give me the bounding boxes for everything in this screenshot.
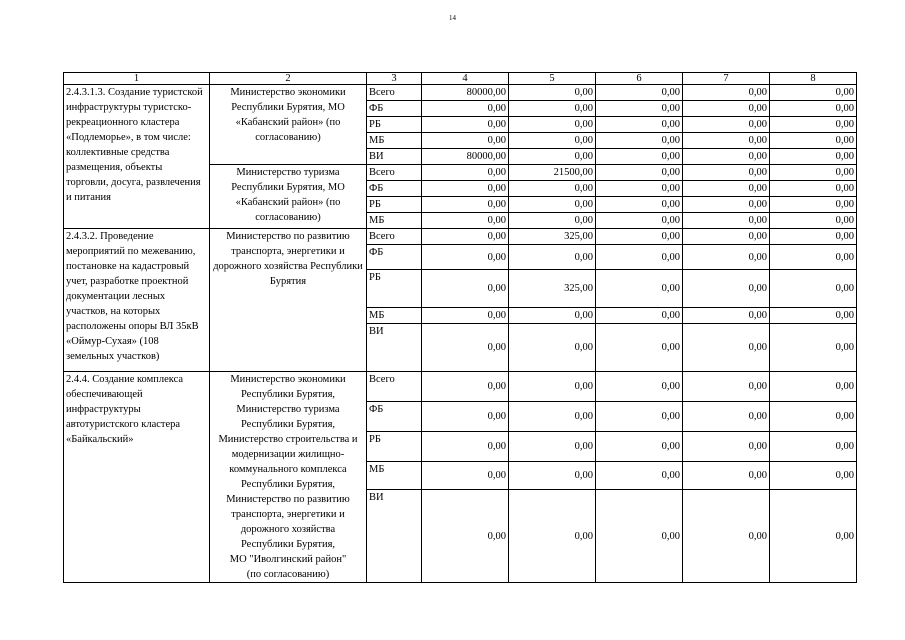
value-cell: 0,00 bbox=[509, 461, 596, 490]
value-cell: 0,00 bbox=[683, 181, 770, 197]
value-cell: 0,00 bbox=[770, 133, 857, 149]
value-cell: 21500,00 bbox=[509, 165, 596, 181]
executor-line: Министерство по развитию bbox=[226, 494, 350, 505]
funding-source: Всего bbox=[367, 372, 422, 402]
value-cell: 325,00 bbox=[509, 229, 596, 245]
value-cell: 0,00 bbox=[770, 372, 857, 402]
value-cell: 0,00 bbox=[683, 133, 770, 149]
value-cell: 0,00 bbox=[596, 308, 683, 324]
value-cell: 0,00 bbox=[509, 101, 596, 117]
value-cell: 0,00 bbox=[422, 490, 509, 583]
value-cell: 0,00 bbox=[422, 181, 509, 197]
column-number: 1 bbox=[64, 73, 210, 85]
value-cell: 0,00 bbox=[596, 324, 683, 372]
value-cell: 0,00 bbox=[422, 324, 509, 372]
value-cell: 0,00 bbox=[509, 213, 596, 229]
funding-source: МБ bbox=[367, 461, 422, 490]
measure-description: 2.4.4. Создание комплекса обеспечивающей инфраструктуры автотуристского кластера «Байкальский» bbox=[64, 372, 210, 583]
value-cell: 0,00 bbox=[683, 372, 770, 402]
value-cell: 0,00 bbox=[509, 401, 596, 431]
value-cell: 0,00 bbox=[596, 431, 683, 461]
funding-source: ВИ bbox=[367, 490, 422, 583]
value-cell: 0,00 bbox=[770, 197, 857, 213]
value-cell: 0,00 bbox=[770, 101, 857, 117]
funding-source: ФБ bbox=[367, 245, 422, 270]
value-cell: 0,00 bbox=[683, 461, 770, 490]
value-cell: 0,00 bbox=[596, 85, 683, 101]
funding-source: МБ bbox=[367, 308, 422, 324]
executor-line: транспорта, энергетики и bbox=[231, 509, 345, 520]
value-cell: 0,00 bbox=[770, 213, 857, 229]
value-cell: 0,00 bbox=[596, 165, 683, 181]
executor-line: Республики Бурятия, bbox=[240, 539, 336, 550]
executor-line: Республики Бурятия, bbox=[240, 479, 336, 490]
value-cell: 0,00 bbox=[596, 245, 683, 270]
page-number: 14 bbox=[449, 14, 456, 22]
value-cell: 0,00 bbox=[683, 431, 770, 461]
value-cell: 0,00 bbox=[422, 372, 509, 402]
funding-source: МБ bbox=[367, 133, 422, 149]
value-cell: 0,00 bbox=[596, 401, 683, 431]
funding-source: ФБ bbox=[367, 181, 422, 197]
executor-cell: Министерство туризма Республики Бурятия, МО «Кабанский район» (по согласованию) bbox=[210, 165, 367, 229]
funding-source: МБ bbox=[367, 213, 422, 229]
value-cell: 0,00 bbox=[422, 133, 509, 149]
executor-line: Республики Бурятия, bbox=[240, 389, 336, 400]
value-cell: 0,00 bbox=[683, 401, 770, 431]
value-cell: 0,00 bbox=[422, 101, 509, 117]
value-cell: 0,00 bbox=[683, 324, 770, 372]
executor-line: МО "Иволгинский район" bbox=[229, 554, 347, 565]
measure-description: 2.4.3.2. Проведение мероприятий по межеванию, постановке на кадастровый учет, разработке проектной документации лесных участков, на которых расположены опоры ВЛ 35кВ «Оймур-Сухая» (108 земельных участков) bbox=[64, 229, 210, 372]
value-cell: 0,00 bbox=[770, 245, 857, 270]
value-cell: 0,00 bbox=[683, 490, 770, 583]
value-cell: 0,00 bbox=[770, 270, 857, 308]
budget-table bbox=[63, 72, 857, 583]
executor-line: дорожного хозяйства bbox=[240, 524, 336, 535]
value-cell: 0,00 bbox=[770, 181, 857, 197]
value-cell: 0,00 bbox=[422, 431, 509, 461]
value-cell: 0,00 bbox=[596, 181, 683, 197]
value-cell: 0,00 bbox=[683, 270, 770, 308]
funding-source: РБ bbox=[367, 117, 422, 133]
value-cell: 0,00 bbox=[770, 461, 857, 490]
value-cell: 0,00 bbox=[683, 101, 770, 117]
column-number-row bbox=[64, 73, 857, 85]
value-cell: 0,00 bbox=[683, 165, 770, 181]
executor-line: (по согласованию) bbox=[246, 569, 330, 580]
value-cell: 0,00 bbox=[596, 133, 683, 149]
value-cell: 0,00 bbox=[596, 101, 683, 117]
value-cell: 0,00 bbox=[509, 372, 596, 402]
executor-line: модернизации жилищно- bbox=[231, 449, 345, 460]
value-cell: 0,00 bbox=[509, 181, 596, 197]
value-cell: 0,00 bbox=[596, 149, 683, 165]
funding-source: Всего bbox=[367, 165, 422, 181]
funding-source: ВИ bbox=[367, 149, 422, 165]
value-cell: 325,00 bbox=[509, 270, 596, 308]
value-cell: 0,00 bbox=[770, 324, 857, 372]
value-cell: 0,00 bbox=[683, 308, 770, 324]
value-cell: 0,00 bbox=[422, 270, 509, 308]
value-cell: 0,00 bbox=[683, 117, 770, 133]
table-row bbox=[64, 229, 857, 245]
value-cell: 0,00 bbox=[770, 431, 857, 461]
value-cell: 0,00 bbox=[509, 324, 596, 372]
executor-line: коммунального комплекса bbox=[229, 464, 347, 475]
measure-description: 2.4.3.1.3. Создание туристской инфраструктуры туристско-рекреационного кластера «Подлеморье», в том числе: коллективные средства размещения, объекты торговли, досуга, развлечения и питания bbox=[64, 85, 210, 229]
executor-line: Республики Бурятия, bbox=[240, 419, 336, 430]
value-cell: 0,00 bbox=[683, 229, 770, 245]
value-cell: 0,00 bbox=[422, 401, 509, 431]
value-cell: 0,00 bbox=[683, 245, 770, 270]
value-cell: 0,00 bbox=[770, 149, 857, 165]
value-cell: 0,00 bbox=[422, 213, 509, 229]
value-cell: 0,00 bbox=[422, 229, 509, 245]
column-number: 4 bbox=[422, 73, 509, 85]
value-cell: 0,00 bbox=[683, 197, 770, 213]
value-cell: 0,00 bbox=[596, 372, 683, 402]
value-cell: 0,00 bbox=[683, 85, 770, 101]
value-cell: 0,00 bbox=[509, 431, 596, 461]
value-cell: 0,00 bbox=[509, 149, 596, 165]
funding-source: ФБ bbox=[367, 101, 422, 117]
value-cell: 0,00 bbox=[422, 165, 509, 181]
value-cell: 0,00 bbox=[509, 245, 596, 270]
column-number: 8 bbox=[770, 73, 857, 85]
column-number: 3 bbox=[367, 73, 422, 85]
value-cell: 0,00 bbox=[770, 229, 857, 245]
value-cell: 0,00 bbox=[770, 165, 857, 181]
value-cell: 0,00 bbox=[422, 461, 509, 490]
funding-source: Всего bbox=[367, 229, 422, 245]
value-cell: 0,00 bbox=[770, 85, 857, 101]
column-number: 6 bbox=[596, 73, 683, 85]
funding-source: РБ bbox=[367, 270, 422, 308]
value-cell: 80000,00 bbox=[422, 85, 509, 101]
column-number: 7 bbox=[683, 73, 770, 85]
value-cell: 0,00 bbox=[770, 308, 857, 324]
column-number: 2 bbox=[210, 73, 367, 85]
executor-line: Министерство экономики bbox=[230, 374, 346, 385]
value-cell: 0,00 bbox=[509, 308, 596, 324]
table-row bbox=[64, 372, 857, 402]
value-cell: 0,00 bbox=[422, 308, 509, 324]
value-cell: 0,00 bbox=[422, 197, 509, 213]
executor-line: Министерство туризма bbox=[236, 404, 340, 415]
value-cell: 0,00 bbox=[596, 117, 683, 133]
value-cell: 80000,00 bbox=[422, 149, 509, 165]
value-cell: 0,00 bbox=[770, 401, 857, 431]
executor-cell bbox=[210, 372, 367, 583]
value-cell: 0,00 bbox=[596, 490, 683, 583]
value-cell: 0,00 bbox=[770, 117, 857, 133]
executor-cell: Министерство по развитию транспорта, энергетики и дорожного хозяйства Республики Бурятия bbox=[210, 229, 367, 372]
funding-source: РБ bbox=[367, 197, 422, 213]
value-cell: 0,00 bbox=[509, 133, 596, 149]
value-cell: 0,00 bbox=[509, 85, 596, 101]
value-cell: 0,00 bbox=[596, 229, 683, 245]
value-cell: 0,00 bbox=[509, 117, 596, 133]
value-cell: 0,00 bbox=[683, 213, 770, 229]
column-number: 5 bbox=[509, 73, 596, 85]
value-cell: 0,00 bbox=[509, 490, 596, 583]
value-cell: 0,00 bbox=[509, 197, 596, 213]
value-cell: 0,00 bbox=[596, 197, 683, 213]
value-cell: 0,00 bbox=[683, 149, 770, 165]
value-cell: 0,00 bbox=[422, 117, 509, 133]
funding-source: ФБ bbox=[367, 401, 422, 431]
table-row bbox=[64, 85, 857, 101]
executor-cell: Министерство экономики Республики Бурятия, МО «Кабанский район» (по согласованию) bbox=[210, 85, 367, 165]
value-cell: 0,00 bbox=[596, 270, 683, 308]
funding-source: РБ bbox=[367, 431, 422, 461]
value-cell: 0,00 bbox=[596, 461, 683, 490]
value-cell: 0,00 bbox=[422, 245, 509, 270]
value-cell: 0,00 bbox=[770, 490, 857, 583]
funding-source: ВИ bbox=[367, 324, 422, 372]
value-cell: 0,00 bbox=[596, 213, 683, 229]
funding-source: Всего bbox=[367, 85, 422, 101]
executor-line: Министерство строительства и bbox=[218, 434, 358, 445]
